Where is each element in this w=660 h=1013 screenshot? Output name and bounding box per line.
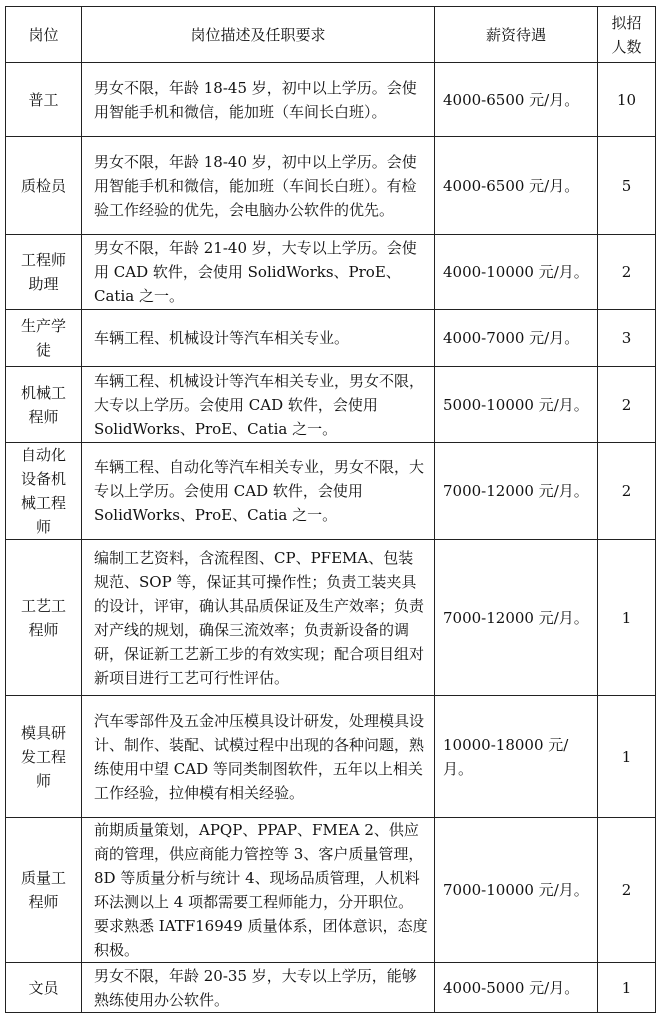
cell-position: 质检员 (6, 137, 82, 235)
cell-description: 男女不限，年龄 20-35 岁，大专以上学历，能够熟练使用办公软件。 (82, 963, 435, 1013)
header-row (6, 7, 656, 63)
cell-salary: 4000-5000 元/月。 (435, 963, 598, 1013)
cell-salary: 5000-10000 元/月。 (435, 367, 598, 443)
cell-salary: 7000-10000 元/月。 (435, 818, 598, 963)
cell-salary: 4000-10000 元/月。 (435, 235, 598, 310)
header-description: 岗位描述及任职要求 (82, 7, 435, 63)
cell-description: 编制工艺资料，含流程图、CP、PFEMA、包装规范、SOP 等，保证其可操作性；负责工装夹具的设计，评审，确认其品质保证及生产效率；负责对产线的规划，确保三流效率；负责新设备的调研，保证新工艺新工步的有效实现；配合项目组对新项目进行工艺可行性评估。 (82, 540, 435, 696)
cell-count: 1 (598, 963, 656, 1013)
cell-count: 2 (598, 818, 656, 963)
cell-description: 汽车零部件及五金冲压模具设计研发，处理模具设计、制作、装配、试模过程中出现的各种问题，熟练使用中望 CAD 等同类制图软件，五年以上相关工作经验，拉伸模有相关经验。 (82, 696, 435, 818)
table-row (6, 367, 656, 443)
header-position: 岗位 (6, 7, 82, 63)
cell-position: 工程师助理 (6, 235, 82, 310)
cell-description: 车辆工程、机械设计等汽车相关专业，男女不限，大专以上学历。会使用 CAD 软件，会使用 SolidWorks、ProE、Catia 之一。 (82, 367, 435, 443)
table-row (6, 310, 656, 367)
cell-description: 男女不限，年龄 18-45 岁，初中以上学历。会使用智能手机和微信，能加班（车间长白班）。 (82, 63, 435, 137)
cell-count: 10 (598, 63, 656, 137)
cell-position: 质量工程师 (6, 818, 82, 963)
header-count: 拟招人数 (598, 7, 656, 63)
recruitment-table (5, 6, 656, 1013)
table-row (6, 443, 656, 540)
cell-position: 模具研发工程师 (6, 696, 82, 818)
cell-position: 生产学徒 (6, 310, 82, 367)
cell-description: 车辆工程、机械设计等汽车相关专业。 (82, 310, 435, 367)
cell-count: 5 (598, 137, 656, 235)
cell-position: 自动化设备机械工程师 (6, 443, 82, 540)
table-row (6, 540, 656, 696)
cell-count: 1 (598, 696, 656, 818)
cell-salary: 4000-6500 元/月。 (435, 63, 598, 137)
cell-description: 男女不限，年龄 21-40 岁，大专以上学历。会使用 CAD 软件，会使用 SolidWorks、ProE、Catia 之一。 (82, 235, 435, 310)
cell-count: 2 (598, 367, 656, 443)
table-row (6, 235, 656, 310)
cell-description: 前期质量策划，APQP、PPAP、FMEA 2、供应商的管理，供应商能力管控等 3、客户质量管理，8D 等质量分析与统计 4、现场品质管理，人机料环法测以上 4 项都需要工程师能力，分开职位。要求熟悉 IATF16949 质量体系，团体意识，态度积极。 (82, 818, 435, 963)
cell-position: 文员 (6, 963, 82, 1013)
table-row (6, 137, 656, 235)
cell-salary: 4000-6500 元/月。 (435, 137, 598, 235)
cell-salary: 4000-7000 元/月。 (435, 310, 598, 367)
table-row (6, 963, 656, 1013)
table-row (6, 818, 656, 963)
cell-salary: 7000-12000 元/月。 (435, 443, 598, 540)
cell-salary: 7000-12000 元/月。 (435, 540, 598, 696)
cell-position: 普工 (6, 63, 82, 137)
cell-salary: 10000-18000 元/月。 (435, 696, 598, 818)
cell-description: 男女不限，年龄 18-40 岁，初中以上学历。会使用智能手机和微信，能加班（车间长白班）。有检验工作经验的优先，会电脑办公软件的优先。 (82, 137, 435, 235)
cell-description: 车辆工程、自动化等汽车相关专业，男女不限，大专以上学历。会使用 CAD 软件，会使用 SolidWorks、ProE、Catia 之一。 (82, 443, 435, 540)
cell-position: 工艺工程师 (6, 540, 82, 696)
cell-count: 3 (598, 310, 656, 367)
cell-count: 2 (598, 235, 656, 310)
cell-position: 机械工程师 (6, 367, 82, 443)
table-row (6, 696, 656, 818)
header-salary: 薪资待遇 (435, 7, 598, 63)
cell-count: 1 (598, 540, 656, 696)
table-row (6, 63, 656, 137)
cell-count: 2 (598, 443, 656, 540)
